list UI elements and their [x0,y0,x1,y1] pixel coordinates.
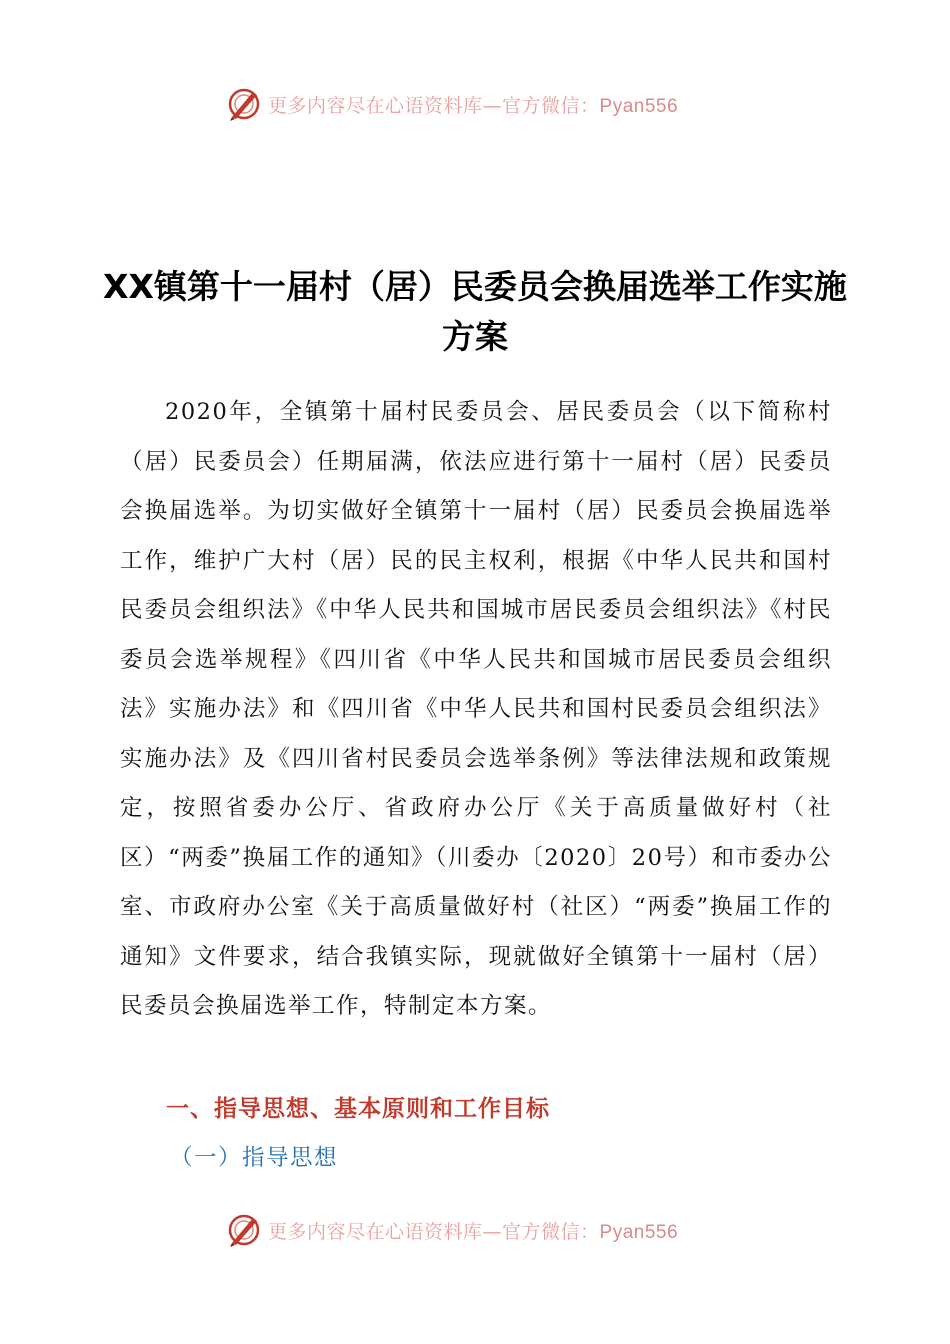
watermark-header [226,84,678,124]
section-heading-1: 一、指导思想、基本原则和工作目标 [166,1096,550,1122]
document-title: XX镇第十一届村（居）民委员会换届选举工作实施方案 [103,267,847,356]
pen-circle-logo-icon [226,86,262,122]
subsection-heading-1: （一）指导思想 [170,1145,339,1171]
watermark-text: 更多内容尽在心语资料库—官方微信：Pyan556 [268,94,679,117]
watermark-footer [226,1210,678,1250]
pen-circle-logo-icon [226,1212,262,1248]
watermark-text: 更多内容尽在心语资料库—官方微信：Pyan556 [268,1220,679,1243]
intro-paragraph: 2020年，全镇第十届村民委员会、居民委员会（以下简称村（居）民委员会）任期届满，依法应进行第十一届村（居）民委员会换届选举。为切实做好全镇第十一届村（居）民委员会换届选举工作，维护广大村（居）民的民主权利，根据《中华人民共和国村民委员会组织法》《中华人民共和国城市居民委员会组织法》《村民委员会选举规程》《四川省《中华人民共和国城市居民委员会组织法》实施办法》和《四川省《中华人民共和国村民委员会组织法》实施办法》及《四川省村民委员会选举条例》等法律法规和政策规定，按照省委办公厅、省政府办公厅《关于高质量做好村（社区）“两委”换届工作的通知》（川委办〔2020〕20号）和市委办公室、市政府办公室《关于高质量做好村（社区）“两委”换届工作的通知》文件要求，结合我镇实际，现就做好全镇第十一届村（居）民委员会换届选举工作，特制定本方案。 [120,399,832,1019]
